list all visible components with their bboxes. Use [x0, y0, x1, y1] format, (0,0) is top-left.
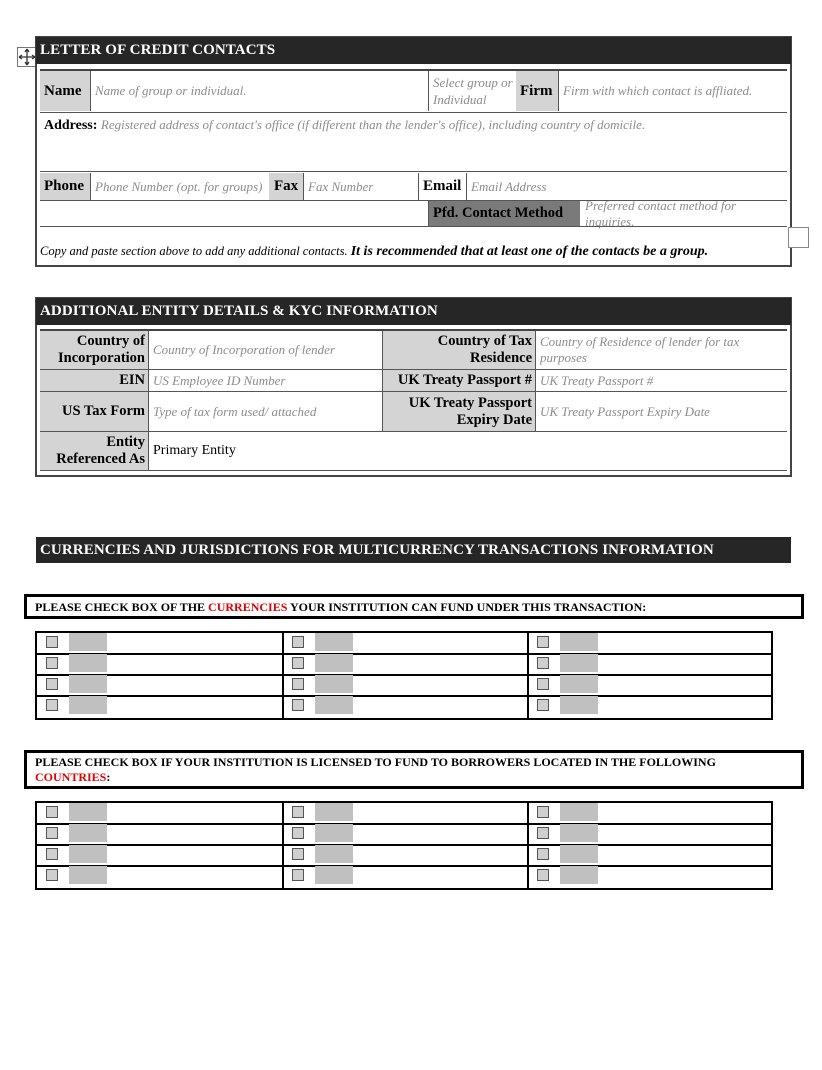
country-checkbox[interactable] [537, 806, 549, 818]
currency-checkbox[interactable] [46, 657, 58, 669]
currency-checkbox[interactable] [46, 636, 58, 648]
firm-label: Firm [516, 71, 558, 111]
email-label: Email [423, 178, 462, 194]
currency-checkbox[interactable] [292, 699, 304, 711]
currency-name-field[interactable] [560, 675, 598, 693]
country-name-field[interactable] [69, 803, 107, 821]
recommend-note-text: It is recommended that at least one of the contacts be a group. [350, 244, 709, 259]
country-tax-label: Country of Tax Residence [383, 331, 535, 369]
currency-name-field[interactable] [315, 654, 353, 672]
country-checkbox[interactable] [46, 827, 58, 839]
fax-label: Fax [269, 173, 303, 200]
address-row [44, 117, 784, 134]
country-checkbox[interactable] [537, 827, 549, 839]
address-label: Address: [44, 118, 98, 133]
country-name-field[interactable] [69, 845, 107, 863]
currency-name-field[interactable] [315, 675, 353, 693]
grid-col-divider [527, 633, 529, 718]
group-individual-select[interactable]: Select group or Individual [433, 75, 513, 107]
name-label: Name [40, 71, 90, 111]
currency-name-field[interactable] [560, 654, 598, 672]
currency-name-field[interactable] [560, 633, 598, 651]
country-name-field[interactable] [69, 824, 107, 842]
grid-col-divider [282, 803, 284, 888]
currency-name-field[interactable] [69, 675, 107, 693]
country-checkbox[interactable] [537, 869, 549, 881]
countries-instruction [24, 750, 804, 789]
grid-row-divider [37, 865, 771, 867]
country-checkbox[interactable] [537, 848, 549, 860]
ein-label: EIN [40, 370, 148, 391]
uk-passport-field[interactable]: UK Treaty Passport # [540, 372, 654, 388]
currency-name-field[interactable] [315, 633, 353, 651]
country-checkbox[interactable] [292, 869, 304, 881]
currency-name-field[interactable] [560, 696, 598, 714]
country-checkbox[interactable] [46, 806, 58, 818]
country-name-field[interactable] [315, 824, 353, 842]
currency-checkbox[interactable] [292, 657, 304, 669]
currencies-prefix: PLEASE CHECK BOX OF THE [35, 600, 206, 614]
country-tax-field[interactable]: Country of Residence of lender for tax purposes [540, 334, 740, 365]
currencies-keyword: CURRENCIES [208, 600, 288, 614]
currency-name-field[interactable] [315, 696, 353, 714]
entity-field[interactable]: Primary Entity [153, 443, 236, 458]
uk-expiry-field[interactable]: UK Treaty Passport Expiry Date [540, 403, 710, 419]
country-name-field[interactable] [560, 803, 598, 821]
currency-checkbox[interactable] [537, 678, 549, 690]
grid-row-divider [37, 823, 771, 825]
currency-name-field[interactable] [69, 633, 107, 651]
entity-label: Entity Referenced As [40, 432, 148, 470]
country-checkbox[interactable] [46, 848, 58, 860]
kyc-section-title: ADDITIONAL ENTITY DETAILS & KYC INFORMATION [36, 298, 791, 325]
ein-field[interactable]: US Employee ID Number [153, 372, 286, 388]
grid-col-divider [527, 803, 529, 888]
currency-section-title: CURRENCIES AND JURISDICTIONS FOR MULTICURRENCY TRANSACTIONS INFORMATION [36, 537, 791, 563]
country-inc-field[interactable]: Country of Incorporation of lender [153, 342, 335, 357]
currency-name-field[interactable] [69, 696, 107, 714]
grid-row-divider [37, 844, 771, 846]
firm-field[interactable]: Firm with which contact is affliated. [563, 83, 753, 98]
currency-checkbox[interactable] [46, 699, 58, 711]
currency-checkbox[interactable] [292, 636, 304, 648]
phone-label: Phone [40, 173, 90, 200]
countries-checkbox-grid [35, 801, 773, 890]
countries-prefix: PLEASE CHECK BOX IF YOUR INSTITUTION IS LICENSED TO FUND TO BORROWERS LOCATED IN THE FOLLOWING [35, 755, 716, 769]
grid-row-divider [37, 674, 771, 676]
phone-field[interactable]: Phone Number (opt. for groups) [95, 178, 263, 194]
currency-name-field[interactable] [69, 654, 107, 672]
currency-checkbox[interactable] [46, 678, 58, 690]
currency-checkbox[interactable] [537, 699, 549, 711]
currency-checkbox[interactable] [537, 657, 549, 669]
country-name-field[interactable] [315, 803, 353, 821]
copy-note-text: Copy and paste section above to add any additional contacts. [40, 244, 348, 258]
country-checkbox[interactable] [292, 806, 304, 818]
loc-section-title: LETTER OF CREDIT CONTACTS [36, 37, 791, 64]
currency-checkbox[interactable] [292, 678, 304, 690]
country-name-field[interactable] [560, 845, 598, 863]
country-checkbox[interactable] [46, 869, 58, 881]
tax-form-field[interactable]: Type of tax form used/ attached [153, 403, 317, 419]
currencies-checkbox-grid [35, 631, 773, 720]
country-name-field[interactable] [560, 866, 598, 884]
uk-passport-label: UK Treaty Passport # [383, 370, 535, 391]
contact-method-label: Pfd. Contact Method [429, 201, 580, 226]
countries-keyword: COUNTRIES [35, 770, 107, 784]
grid-row-divider [37, 653, 771, 655]
address-field[interactable]: Registered address of contact's office (if different than the lender's office), including country of domicile. [100, 117, 646, 132]
country-checkbox[interactable] [292, 848, 304, 860]
name-field[interactable]: Name of group or individual. [95, 83, 247, 98]
fax-field[interactable]: Fax Number [308, 178, 374, 194]
currency-checkbox[interactable] [537, 636, 549, 648]
country-name-field[interactable] [315, 866, 353, 884]
email-field[interactable]: Email Address [471, 178, 547, 194]
copy-note [40, 244, 786, 260]
move-handle-icon[interactable] [17, 47, 37, 67]
country-name-field[interactable] [560, 824, 598, 842]
contact-method-field[interactable]: Preferred contact method for inquiries. [585, 197, 737, 229]
grid-col-divider [282, 633, 284, 718]
currencies-instruction [24, 594, 804, 619]
currencies-suffix: YOUR INSTITUTION CAN FUND UNDER THIS TRANSACTION: [289, 600, 647, 614]
add-row-box[interactable] [788, 227, 809, 248]
country-inc-label: Country of Incorporation [40, 331, 148, 369]
grid-row-divider [37, 695, 771, 697]
countries-suffix: : [106, 770, 111, 784]
uk-expiry-label: UK Treaty Passport Expiry Date [383, 392, 535, 431]
country-name-field[interactable] [69, 866, 107, 884]
tax-form-label: US Tax Form [40, 392, 148, 431]
country-checkbox[interactable] [292, 827, 304, 839]
country-name-field[interactable] [315, 845, 353, 863]
